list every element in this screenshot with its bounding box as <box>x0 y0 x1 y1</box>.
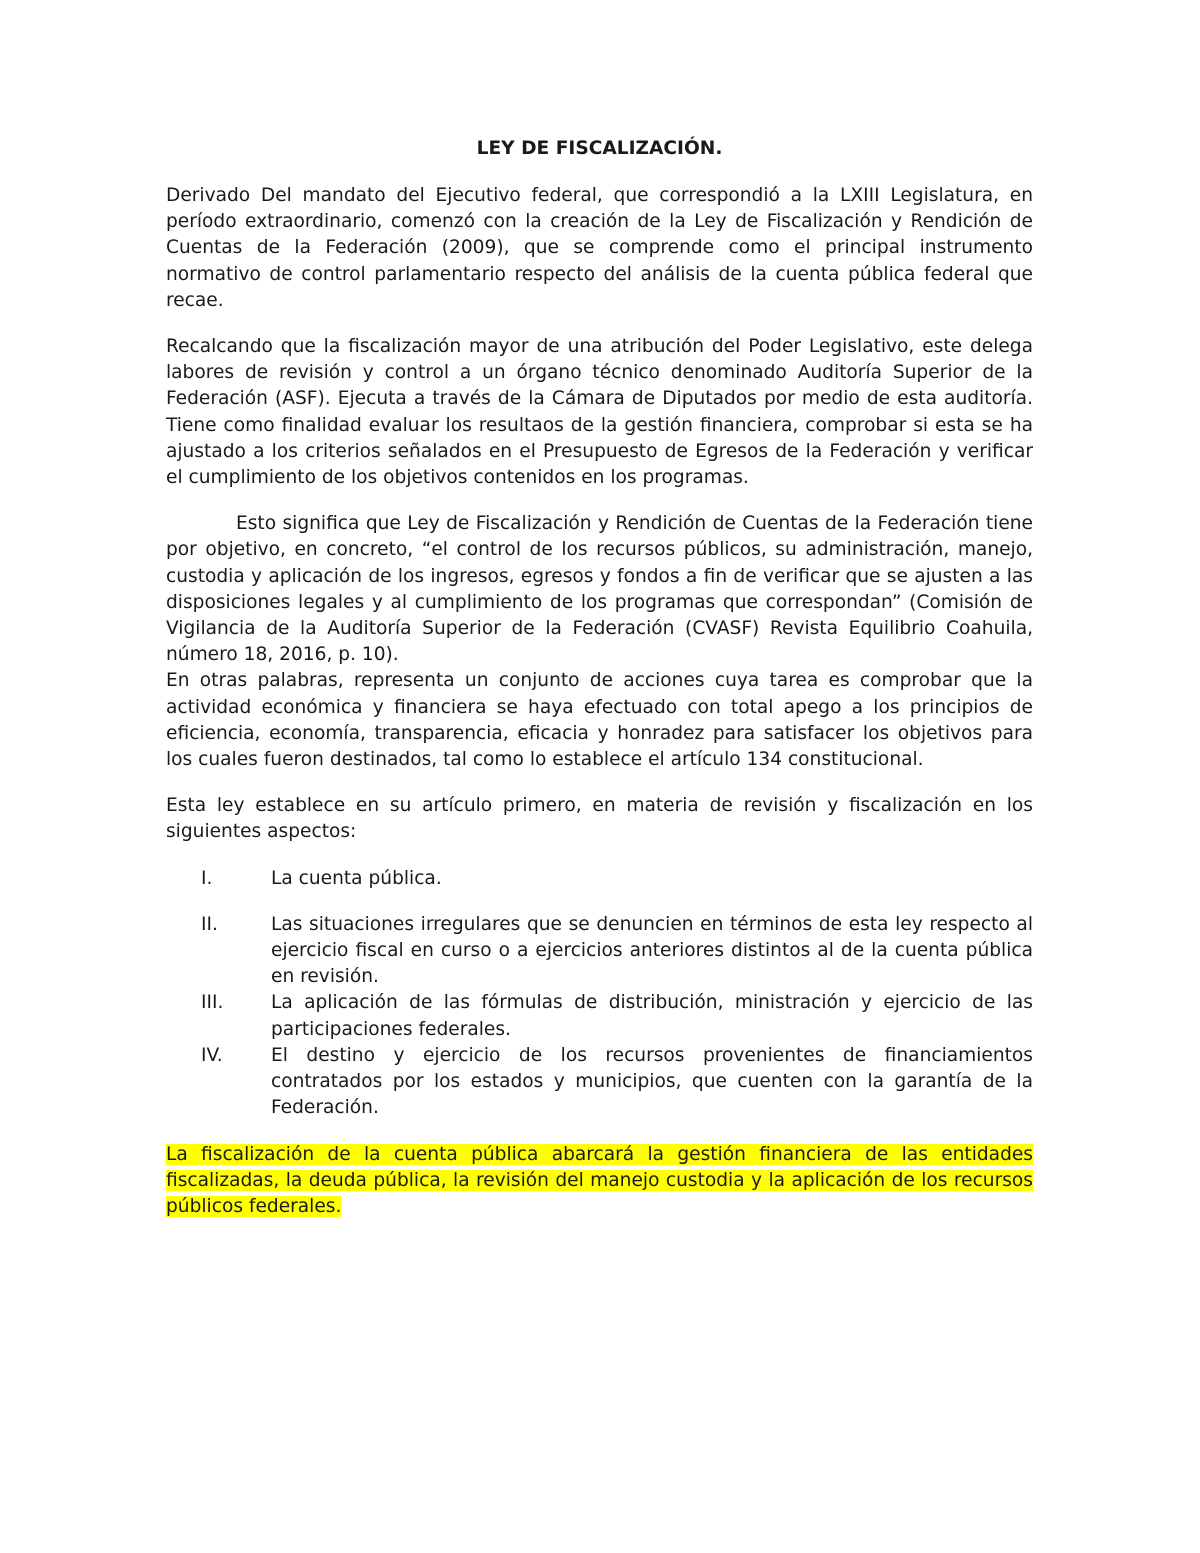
list-item-number: I. <box>201 867 213 889</box>
paragraph-3: Esto significa que Ley de Fiscalización y Rendición de Cuentas de la Federación tiene por objetivo, en concreto, “el control de los recursos públicos, su administración, manejo, custodia y aplicación de los ingresos, egresos y fondos a fin de verificar que se ajusten a las disposiciones legales y al cumplimiento de los programas que correspondan” (Comisión de Vigilancia de la Auditoría Superior de la Federación (CVASF) Revista Equilibrio Coahuila, número 18, 2016, p. 10). <box>166 513 1033 666</box>
paragraph-1: Derivado Del mandato del Ejecutivo federal, que correspondió a la LXIII Legislatura, en período extraordinario, comenzó con la creación de la Ley de Fiscalización y Rendición de Cuentas de la Federación (2009), que se comprende como el principal instrumento normativo de control parlamentario respecto del análisis de la cuenta pública federal que recae. <box>166 185 1033 311</box>
paragraph-2: Recalcando que la fiscalización mayor de una atribución del Poder Legislativo, este delega labores de revisión y control a un órgano técnico denominado Auditoría Superior de la Federación (ASF). Ejecuta a través de la Cámara de Diputados por medio de esta auditoría. Tiene como finalidad evaluar los resultaos de la gestión financiera, comprobar si esta se ha ajustado a los criterios señalados en el Presupuesto de Egresos de la Federación y verificar el cumplimiento de los objetivos contenidos en los programas. <box>166 336 1033 489</box>
list-item <box>166 1043 1033 1122</box>
list-item-text: La cuenta pública. <box>271 867 442 889</box>
paragraph-5: Esta ley establece en su artículo primero, en materia de revisión y fiscalización en los siguientes aspectos: <box>166 795 1033 843</box>
list-item-number: II. <box>201 913 218 935</box>
paragraph-4: En otras palabras, representa un conjunto de acciones cuya tarea es comprobar que la actividad económica y financiera se haya efectuado con total apego a los principios de eficiencia, economía, transparencia, eficacia y honradez para satisfacer los objetivos para los cuales fueron destinados, tal como lo establece el artículo 134 constitucional. <box>166 670 1033 771</box>
list-item <box>166 866 1033 892</box>
highlighted-text: La fiscalización de la cuenta pública abarcará la gestión financiera de las entidades fiscalizadas, la deuda pública, la revisión del manejo custodia y la aplicación de los recursos públicos federales. <box>166 1143 1033 1217</box>
list-item-text: La aplicación de las fórmulas de distribución, ministración y ejercicio de las participaciones federales. <box>271 992 1033 1040</box>
roman-numeral-list <box>166 866 1033 1122</box>
document-title: LEY DE FISCALIZACIÓN. <box>476 138 723 159</box>
list-item-text: Las situaciones irregulares que se denuncien en términos de esta ley respecto al ejercicio fiscal en curso o a ejercicios anteriores distintos al de la cuenta pública en revisión. <box>271 913 1033 988</box>
list-item-number: IV. <box>201 1044 223 1066</box>
list-item-text: El destino y ejercicio de los recursos provenientes de financiamientos contratados por los estados y municipios, que cuenten con la garantía de la Federación. <box>271 1044 1033 1119</box>
list-item <box>166 912 1033 991</box>
list-item <box>166 990 1033 1042</box>
highlighted-paragraph <box>166 1142 1033 1221</box>
list-item-number: III. <box>201 992 224 1014</box>
document-page <box>166 136 1033 1240</box>
